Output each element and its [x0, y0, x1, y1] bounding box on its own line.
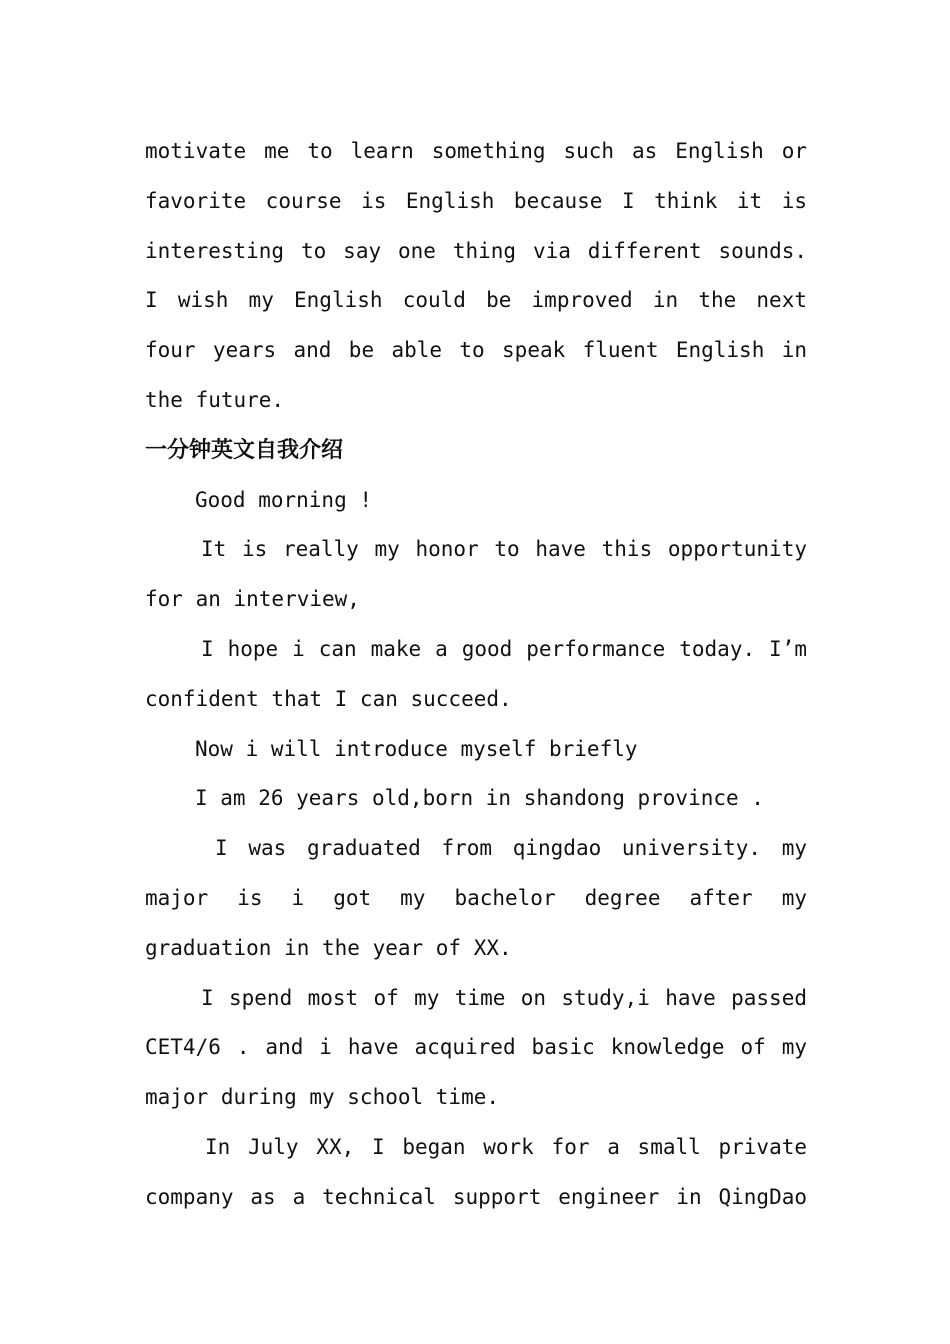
- hope-paragraph: I hope i can make a good performance today. I’m confident that I can succeed.: [145, 636, 807, 711]
- body-line: four years and be able to speak fluent English in: [145, 338, 807, 363]
- document-page: [145, 127, 807, 1223]
- body-line: I wish my English could be improved in the next: [145, 288, 807, 313]
- body-line: interesting to say one thing via different sounds.: [145, 238, 807, 263]
- study-paragraph: I spend most of my time on study,i have passed CET4/6 . and i have acquired basic knowledge of my major during my school time.: [145, 985, 807, 1110]
- body-line: favorite course is English because I think it is: [145, 188, 807, 213]
- greeting-paragraph: Good morning !: [195, 487, 373, 512]
- graduated-paragraph: I was graduated from qingdao university. my major is i got my bachelor degree after my graduation in the year of XX.: [145, 836, 807, 960]
- age-paragraph: I am 26 years old,born in shandong province .: [195, 786, 764, 811]
- honor-paragraph: It is really my honor to have this opportunity for an interview,: [145, 537, 807, 612]
- body-line: motivate me to learn something such as English or: [145, 139, 807, 163]
- section-heading: 一分钟英文自我介绍: [145, 436, 344, 463]
- body-line: the future.: [145, 387, 285, 412]
- work-line: company as a technical support engineer in QingDao: [145, 1184, 807, 1209]
- introduce-paragraph: Now i will introduce myself briefly: [195, 736, 638, 761]
- work-line: In July XX, I began work for a small private: [205, 1134, 807, 1159]
